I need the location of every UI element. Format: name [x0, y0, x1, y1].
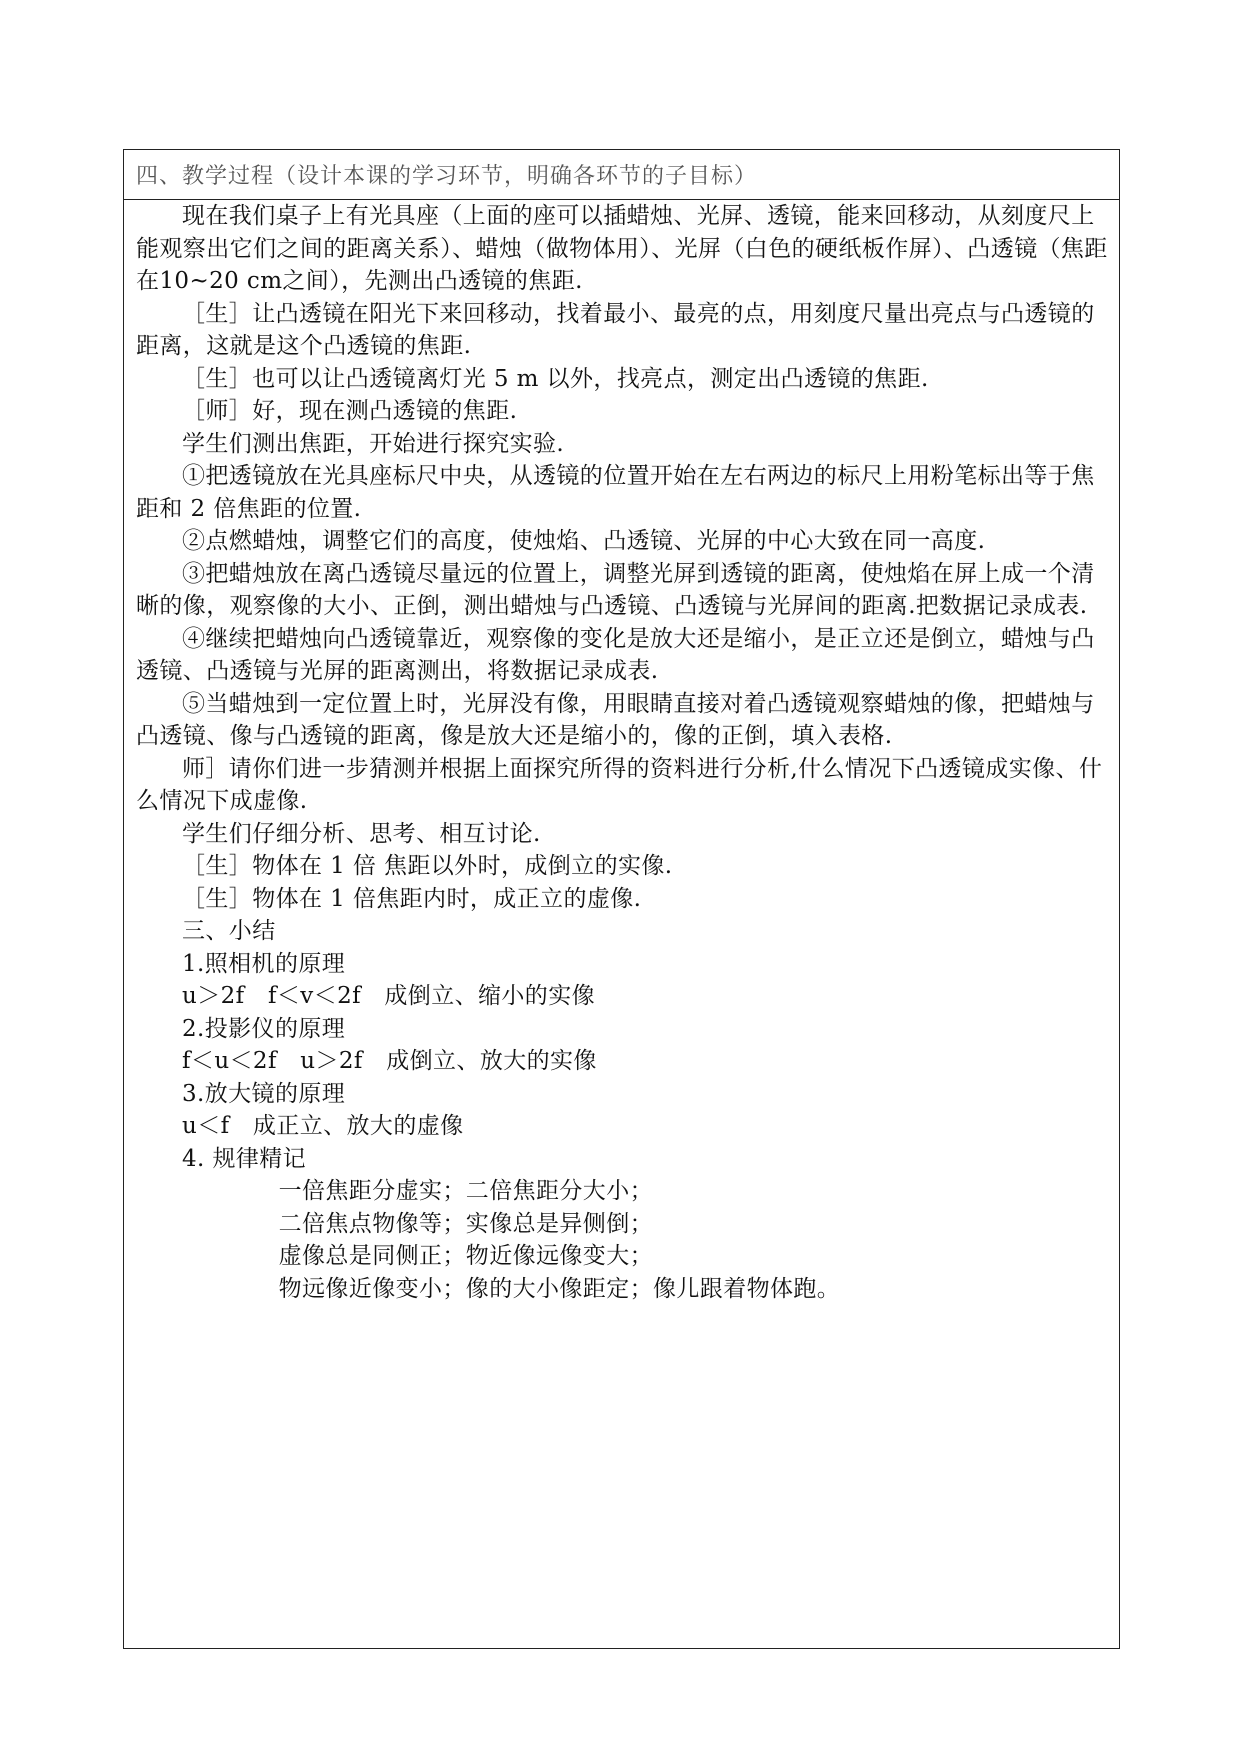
paragraph-student-1: ［生］让凸透镜在阳光下来回移动，找着最小、最亮的点，用刻度尺量出亮点与凸透镜的距离，这就是这个凸透镜的焦距.	[136, 300, 1095, 359]
summary-item-camera: 1.照相机的原理	[182, 950, 346, 977]
paragraph-teacher-2: 师］请你们进一步猜测并根据上面探究所得的资料进行分析,什么情况下凸透镜成实像、什么情况下成虚像.	[136, 755, 1103, 814]
paragraph-teacher-1: ［师］好，现在测凸透镜的焦距.	[182, 398, 518, 424]
paragraph-student-2: ［生］也可以让凸透镜离灯光 5 m 以外，找亮点，测定出凸透镜的焦距.	[182, 365, 929, 392]
poem-line: 一倍焦距分虚实；二倍焦距分大小；	[278, 1178, 653, 1204]
poem-line: 二倍焦点物像等；实像总是异侧倒；	[278, 1210, 653, 1237]
paragraph-discussion: 学生们仔细分析、思考、相互讨论.	[182, 820, 541, 847]
paragraph-step-2: ②点燃蜡烛，调整它们的高度，使烛焰、凸透镜、光屏的中心大致在同一高度.	[182, 528, 986, 554]
paragraph-step-1: ①把透镜放在光具座标尺中央，从透镜的位置开始在左右两边的标尺上用粉笔标出等于焦距和 2 倍焦距的位置.	[136, 463, 1095, 522]
lesson-body	[124, 200, 1119, 1305]
summary-item-magnifier-rule: u＜f 成正立、放大的虚像	[182, 1113, 464, 1139]
summary-item-projector: 2.投影仪的原理	[182, 1015, 346, 1042]
paragraph-student-4: ［生］物体在 1 倍焦距内时，成正立的虚像.	[182, 885, 642, 912]
summary-item-magnifier: 3.放大镜的原理	[182, 1080, 346, 1107]
paragraph-student-3: ［生］物体在 1 倍 焦距以外时，成倒立的实像.	[182, 853, 673, 879]
section-title: 四、教学过程（设计本课的学习环节，明确各环节的子目标）	[124, 150, 1119, 200]
poem-line: 物远像近像变小；像的大小像距定；像儿跟着物体跑。	[278, 1275, 841, 1302]
poem-line: 虚像总是同侧正；物近像远像变大；	[278, 1243, 653, 1269]
paragraph-step-3: ③把蜡烛放在离凸透镜尽量远的位置上，调整光屏到透镜的距离，使烛焰在屏上成一个清晰的像，观察像的大小、正倒，测出蜡烛与凸透镜、凸透镜与光屏间的距离.把数据记录成表.	[136, 560, 1095, 619]
summary-heading: 三、小结	[182, 918, 276, 944]
summary-item-camera-rule: u＞2f f＜v＜2f 成倒立、缩小的实像	[182, 983, 596, 1009]
paragraph-students-measure: 学生们测出焦距，开始进行探究实验.	[182, 430, 565, 457]
summary-item-projector-rule: f＜u＜2f u＞2f 成倒立、放大的实像	[182, 1048, 597, 1074]
paragraph-step-5: ⑤当蜡烛到一定位置上时，光屏没有像，用眼睛直接对着凸透镜观察蜡烛的像，把蜡烛与凸透镜、像与凸透镜的距离，像是放大还是缩小的，像的正倒，填入表格.	[136, 690, 1095, 749]
lesson-table	[123, 149, 1120, 1649]
summary-item-mnemonic: 4. 规律精记	[182, 1145, 307, 1172]
paragraph-intro: 现在我们桌子上有光具座（上面的座可以插蜡烛、光屏、透镜，能来回移动，从刻度尺上能观察出它们之间的距离关系）、蜡烛（做物体用）、光屏（白色的硬纸板作屏）、凸透镜（焦距在10~20 cm之间），先测出凸透镜的焦距.	[136, 203, 1108, 294]
paragraph-step-4: ④继续把蜡烛向凸透镜靠近，观察像的变化是放大还是缩小，是正立还是倒立，蜡烛与凸透镜、凸透镜与光屏的距离测出，将数据记录成表.	[136, 625, 1095, 684]
